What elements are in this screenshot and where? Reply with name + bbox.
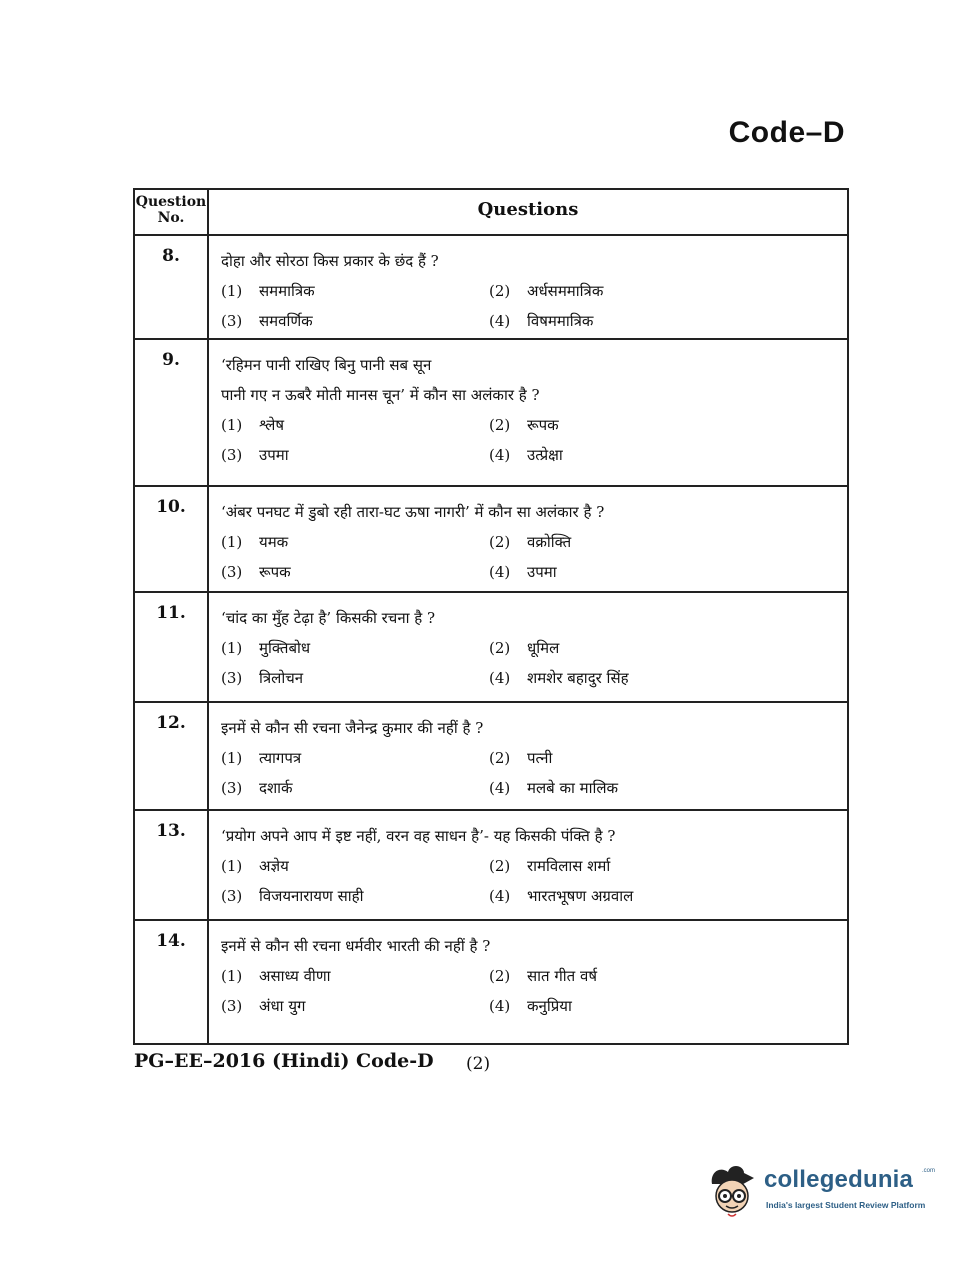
option-number: (4) <box>489 312 511 330</box>
option-text: मलबे का मालिक <box>527 779 619 797</box>
question-row <box>135 340 847 487</box>
option-text: रामविलास शर्मा <box>527 857 611 875</box>
option-number: (4) <box>489 563 511 581</box>
question-rows <box>135 236 847 1043</box>
option-text: उत्प्रेक्षा <box>527 446 563 464</box>
option-2 <box>489 410 839 440</box>
option-1 <box>221 851 489 881</box>
option-3 <box>221 773 489 803</box>
option-4 <box>489 991 839 1021</box>
option-number: (4) <box>489 779 511 797</box>
question-number: 10. <box>135 487 209 591</box>
mascot-icon <box>706 1158 762 1222</box>
option-1 <box>221 276 489 306</box>
option-1 <box>221 527 489 557</box>
option-number: (2) <box>489 416 511 434</box>
option-number: (2) <box>489 749 511 767</box>
option-text: भारतभूषण अग्रवाल <box>527 887 634 905</box>
option-text: धूमिल <box>527 639 560 657</box>
option-number: (4) <box>489 669 511 687</box>
option-number: (2) <box>489 533 511 551</box>
option-text: रूपक <box>259 563 291 581</box>
option-2 <box>489 851 839 881</box>
option-3 <box>221 557 489 587</box>
collegedunia-logo <box>706 1158 936 1222</box>
option-1 <box>221 410 489 440</box>
options-grid <box>221 276 839 336</box>
question-body <box>209 236 847 338</box>
question-row <box>135 487 847 593</box>
option-number: (3) <box>221 887 243 905</box>
option-number: (1) <box>221 967 243 985</box>
question-body <box>209 487 847 591</box>
option-number: (2) <box>489 967 511 985</box>
option-2 <box>489 633 839 663</box>
option-number: (3) <box>221 779 243 797</box>
brand-name: collegedunia <box>764 1166 914 1193</box>
option-3 <box>221 881 489 911</box>
question-text: इनमें से कौन सी रचना जैनेन्द्र कुमार की नहीं है ? <box>221 719 484 737</box>
question-no-header-line2: No. <box>157 210 185 226</box>
question-body <box>209 921 847 1043</box>
option-2 <box>489 743 839 773</box>
options-grid <box>221 527 839 587</box>
table-header <box>135 190 847 236</box>
option-4 <box>489 440 839 470</box>
question-text: इनमें से कौन सी रचना धर्मवीर भारती की नहीं है ? <box>221 937 491 955</box>
option-text: विषममात्रिक <box>527 312 594 330</box>
option-text: सममात्रिक <box>259 282 315 300</box>
options-grid <box>221 851 839 911</box>
option-number: (1) <box>221 282 243 300</box>
option-4 <box>489 881 839 911</box>
option-number: (3) <box>221 563 243 581</box>
question-body <box>209 593 847 701</box>
option-1 <box>221 961 489 991</box>
question-number: 13. <box>135 811 209 919</box>
paper-code-footer: PG–EE–2016 (Hindi) Code-D <box>134 1050 434 1072</box>
questions-header: Questions <box>477 199 579 220</box>
option-3 <box>221 663 489 693</box>
questions-table <box>133 188 849 1045</box>
question-row <box>135 921 847 1043</box>
question-row <box>135 703 847 811</box>
option-text: उपमा <box>259 446 289 464</box>
option-number: (1) <box>221 416 243 434</box>
option-text: सात गीत वर्ष <box>527 967 598 985</box>
question-text: ‘चांद का मुँह टेढ़ा है’ किसकी रचना है ? <box>221 609 436 627</box>
option-3 <box>221 306 489 336</box>
options-grid <box>221 633 839 693</box>
option-text: कनुप्रिया <box>527 997 572 1015</box>
question-body <box>209 811 847 919</box>
option-number: (1) <box>221 749 243 767</box>
options-grid <box>221 961 839 1021</box>
option-text: पत्नी <box>527 749 553 767</box>
question-number: 9. <box>135 340 209 485</box>
brand-com: .com <box>922 1168 936 1174</box>
question-body <box>209 703 847 809</box>
option-text: यमक <box>259 533 289 551</box>
option-4 <box>489 306 839 336</box>
option-text: शमशेर बहादुर सिंह <box>527 669 629 687</box>
question-row <box>135 236 847 340</box>
question-text: ‘अंबर पनघट में डुबो रही तारा-घट ऊषा नागरी’ में कौन सा अलंकार है ? <box>221 503 605 521</box>
option-text: विजयनारायण साही <box>259 887 364 905</box>
option-1 <box>221 633 489 663</box>
option-4 <box>489 773 839 803</box>
question-row <box>135 811 847 921</box>
option-number: (4) <box>489 887 511 905</box>
option-number: (3) <box>221 446 243 464</box>
code-title: Code–D <box>728 116 845 149</box>
option-text: दशार्क <box>259 779 293 797</box>
option-2 <box>489 527 839 557</box>
option-4 <box>489 663 839 693</box>
options-grid <box>221 410 839 470</box>
option-text: अंधा युग <box>259 997 306 1015</box>
option-number: (3) <box>221 997 243 1015</box>
question-number: 8. <box>135 236 209 338</box>
option-number: (3) <box>221 669 243 687</box>
option-text: त्यागपत्र <box>259 749 302 767</box>
question-text: पानी गए न ऊबरै मोती मानस चून’ में कौन सा अलंकार है ? <box>221 386 540 404</box>
question-no-header <box>135 190 209 234</box>
page-number: (2) <box>466 1054 491 1074</box>
option-number: (2) <box>489 282 511 300</box>
question-number: 11. <box>135 593 209 701</box>
option-text: श्लेष <box>259 416 285 434</box>
option-text: अर्धसममात्रिक <box>527 282 604 300</box>
option-number: (4) <box>489 446 511 464</box>
option-text: रूपक <box>527 416 559 434</box>
option-1 <box>221 743 489 773</box>
option-number: (2) <box>489 639 511 657</box>
question-row <box>135 593 847 703</box>
question-number: 14. <box>135 921 209 1043</box>
option-number: (1) <box>221 857 243 875</box>
options-grid <box>221 743 839 803</box>
question-text: ‘प्रयोग अपने आप में इष्ट नहीं, वरन वह साधन है’- यह किसकी पंक्ति है ? <box>221 827 616 845</box>
option-number: (1) <box>221 639 243 657</box>
option-2 <box>489 276 839 306</box>
option-4 <box>489 557 839 587</box>
question-number: 12. <box>135 703 209 809</box>
option-text: अज्ञेय <box>259 857 289 875</box>
option-text: समवर्णिक <box>259 312 313 330</box>
question-text: दोहा और सोरठा किस प्रकार के छंद हैं ? <box>221 252 439 270</box>
question-no-header-line1: Question <box>135 194 207 210</box>
option-text: वक्रोक्ति <box>527 533 572 551</box>
option-3 <box>221 991 489 1021</box>
option-text: उपमा <box>527 563 557 581</box>
option-number: (4) <box>489 997 511 1015</box>
option-number: (2) <box>489 857 511 875</box>
option-number: (3) <box>221 312 243 330</box>
question-text: ‘रहिमन पानी राखिए बिनु पानी सब सून <box>221 356 432 374</box>
brand-tagline: India's largest Student Review Platform <box>766 1200 926 1210</box>
question-body <box>209 340 847 485</box>
option-3 <box>221 440 489 470</box>
option-text: असाध्य वीणा <box>259 967 331 985</box>
option-2 <box>489 961 839 991</box>
option-text: मुक्तिबोध <box>259 639 311 657</box>
option-number: (1) <box>221 533 243 551</box>
option-text: त्रिलोचन <box>259 669 304 687</box>
